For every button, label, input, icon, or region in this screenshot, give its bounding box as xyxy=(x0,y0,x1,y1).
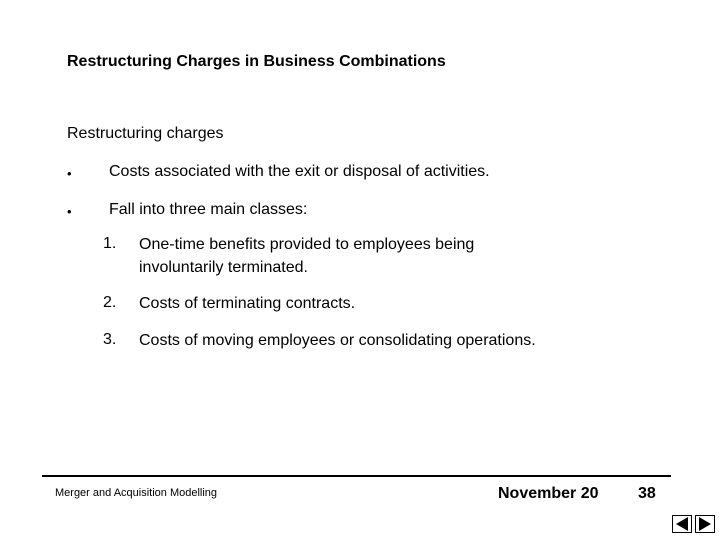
footer-divider xyxy=(42,475,671,477)
class-number: 2. xyxy=(103,294,117,311)
previous-slide-button[interactable] xyxy=(672,515,692,533)
class-text xyxy=(139,233,474,279)
class-number: 1. xyxy=(103,235,117,252)
next-slide-button[interactable] xyxy=(695,515,715,533)
section-heading: Restructuring charges xyxy=(67,125,224,142)
bullet-text: Fall into three main classes: xyxy=(109,201,308,218)
class-text: Costs of moving employees or consolidating operations. xyxy=(139,332,536,349)
page-number: 38 xyxy=(638,485,656,502)
bullet-text: Costs associated with the exit or disposal of activities. xyxy=(109,163,490,180)
triangle-left-icon xyxy=(673,516,691,532)
class-text-line: involuntarily terminated. xyxy=(139,259,308,276)
bullet-marker: • xyxy=(67,204,72,219)
class-number: 3. xyxy=(103,331,117,348)
slide-title: Restructuring Charges in Business Combinations xyxy=(67,53,446,70)
footer-course: Merger and Acquisition Modelling xyxy=(55,487,218,499)
bullet-marker: • xyxy=(67,166,72,181)
class-text: Costs of terminating contracts. xyxy=(139,295,356,312)
class-text-line: One-time benefits provided to employees being xyxy=(139,236,475,253)
triangle-right-icon xyxy=(696,516,714,532)
footer-date: November 20 xyxy=(498,485,599,502)
